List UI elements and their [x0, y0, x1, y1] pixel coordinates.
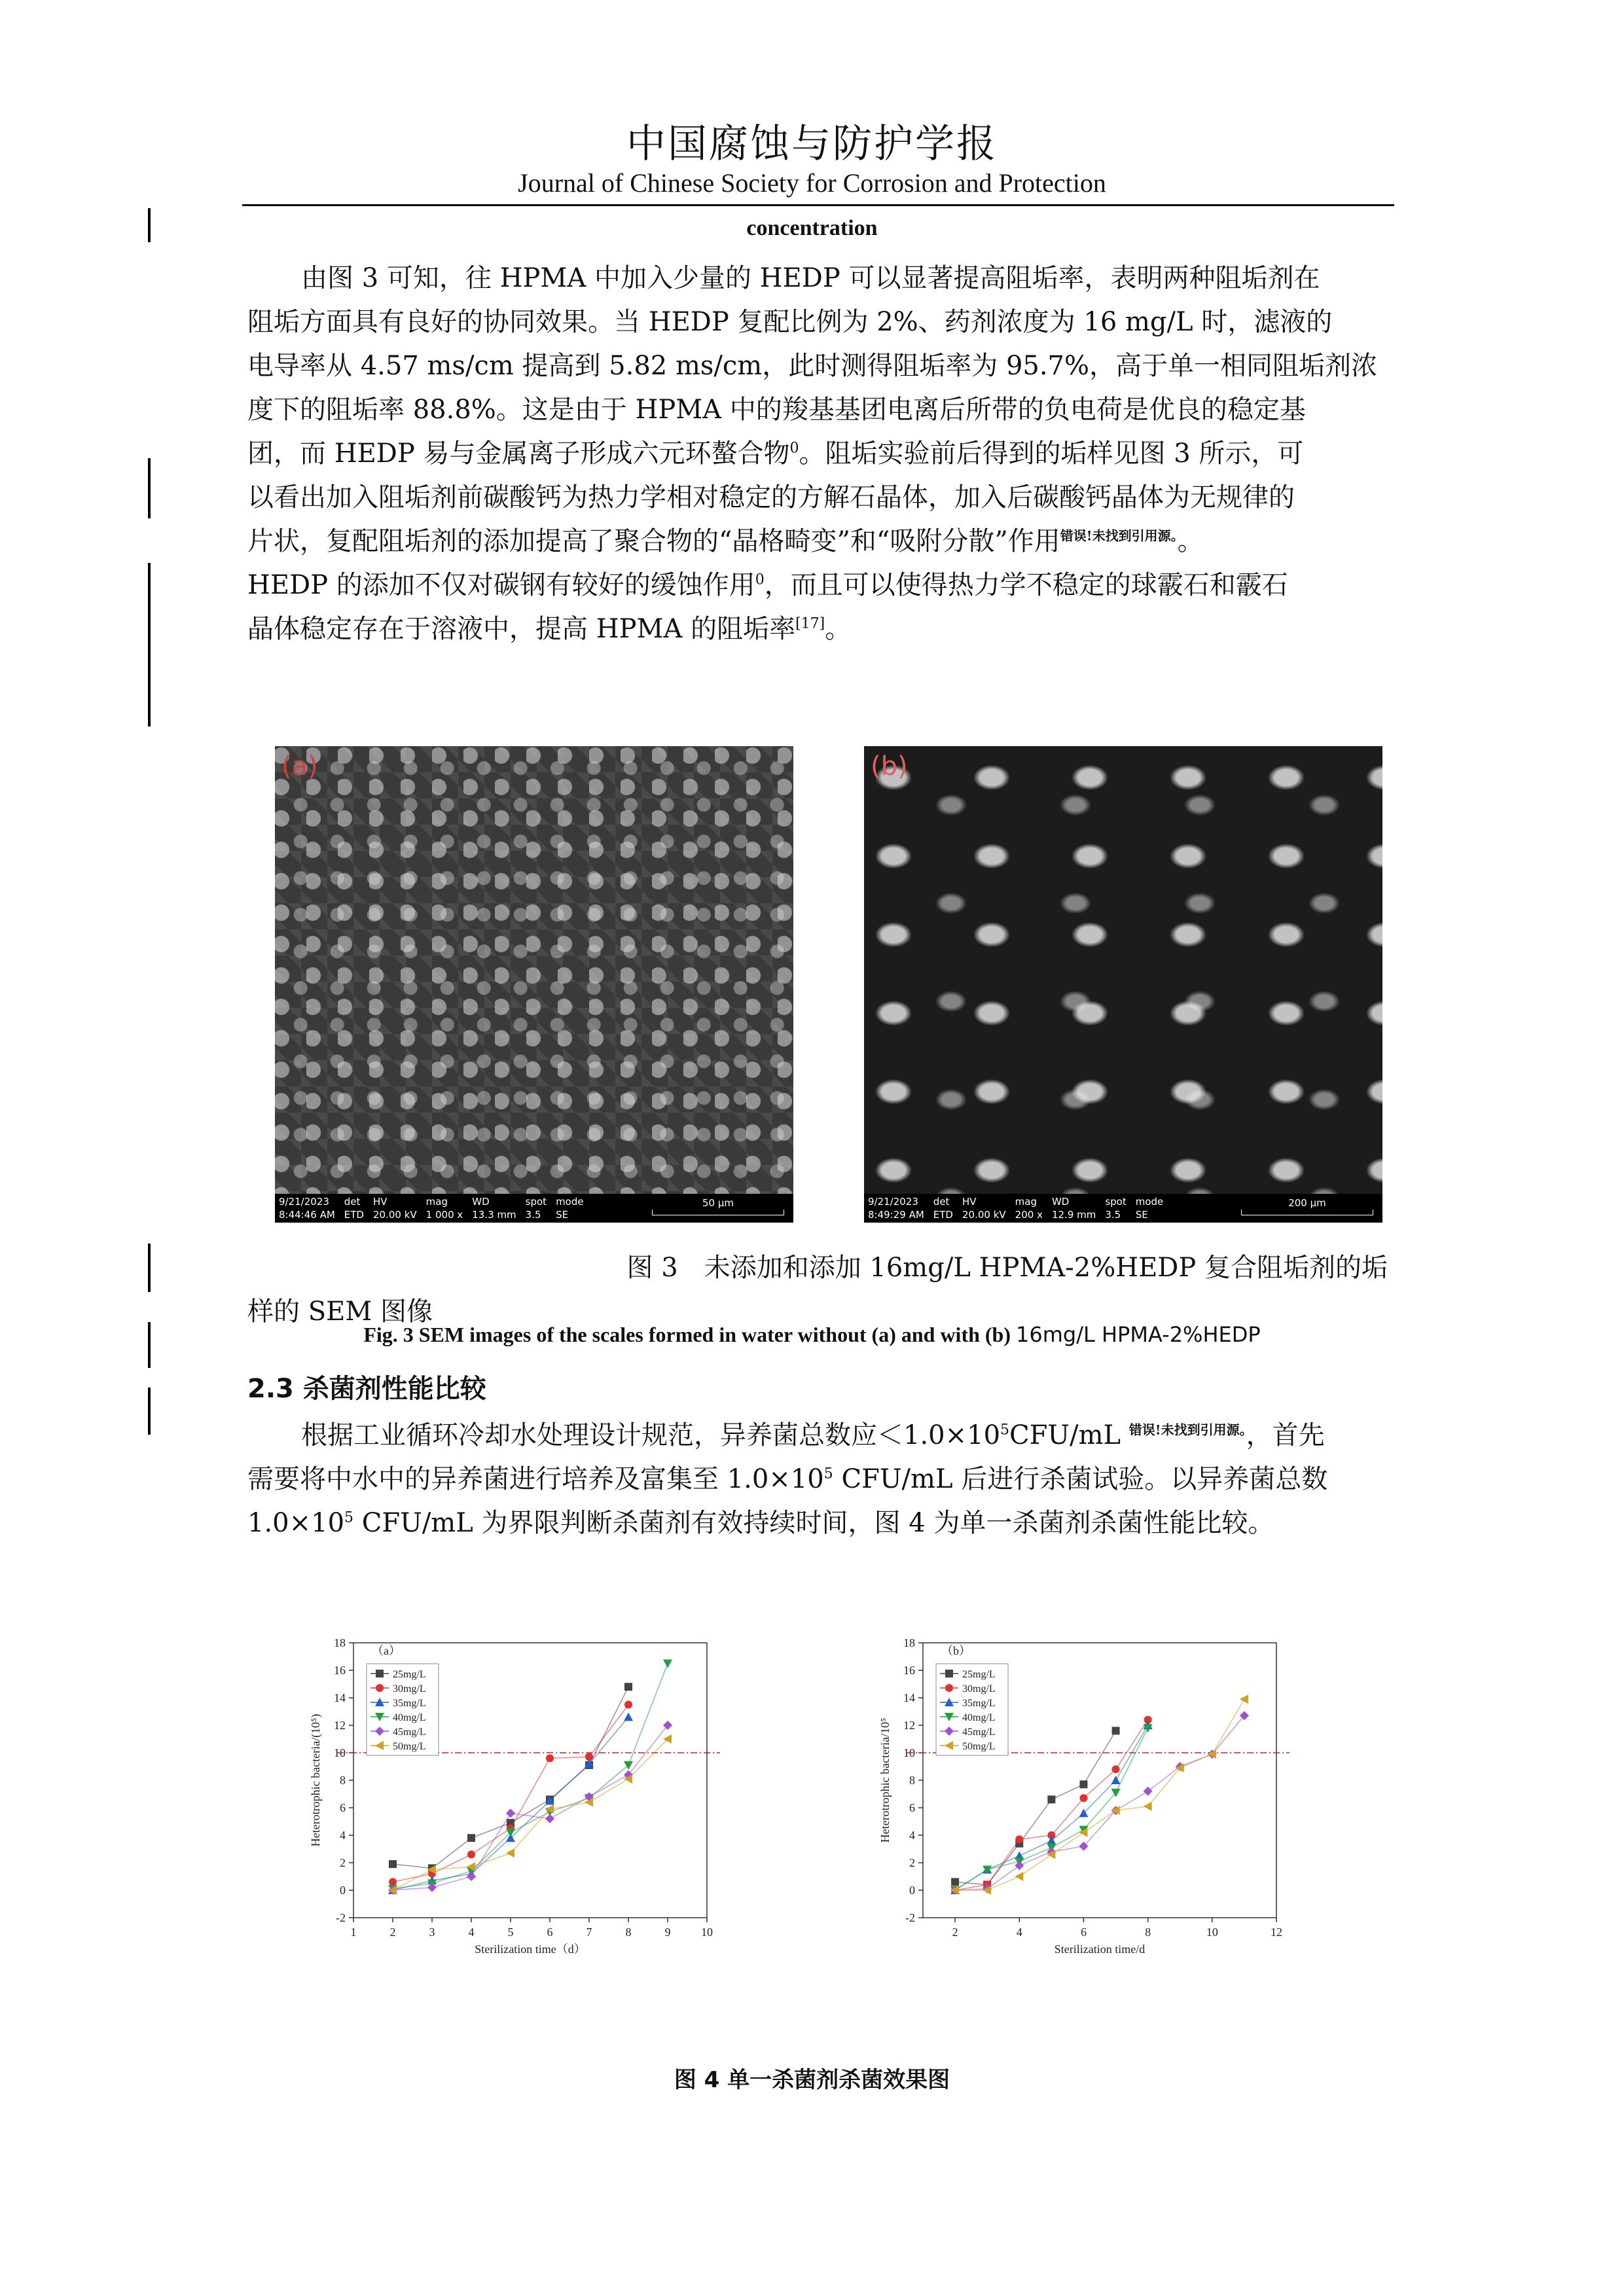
legend-entry: 35mg/L	[393, 1698, 426, 1709]
data-point	[506, 1848, 514, 1857]
legend-entry: 30mg/L	[962, 1683, 996, 1695]
text-line: 电导率从 4.57 ms/cm 提高到 5.82 ms/cm，此时测得阻垢率为 95.7%，高于单一相同阻垢剂浓	[247, 351, 1378, 381]
paragraph-scale-inhibition	[247, 257, 1388, 651]
scale-bar: 200 μm	[1241, 1196, 1373, 1215]
series-50mg/L	[388, 1734, 672, 1895]
y-tick-label: 12	[903, 1719, 915, 1732]
text-line: 需要将中水中的异养菌进行培养及富集至 $1.0\times 10^5$ CFU/mL 后进行杀菌试验。以异养菌总数	[247, 1464, 1328, 1494]
y-tick-label: 18	[903, 1636, 915, 1649]
y-tick-label: 2	[340, 1856, 346, 1869]
legend-entry: 40mg/L	[962, 1712, 996, 1723]
legend-entry: 25mg/L	[393, 1669, 426, 1680]
journal-title-en: Journal of Chinese Society for Corrosion and Protection	[518, 168, 1106, 198]
data-point	[389, 1860, 397, 1868]
revision-bar	[148, 458, 151, 518]
data-point	[1111, 1776, 1121, 1784]
citation-ref[interactable]: 0	[789, 440, 799, 457]
citation-ref[interactable]: 0	[755, 571, 765, 588]
y-tick-label: 4	[909, 1829, 915, 1842]
x-tick-label: 2	[389, 1926, 396, 1939]
legend-entry: 40mg/L	[393, 1712, 426, 1723]
citation-ref[interactable]: [17]	[795, 615, 825, 632]
data-point	[546, 1754, 554, 1762]
panel-label: （a）	[372, 1644, 401, 1657]
legend-entry: 30mg/L	[393, 1683, 426, 1695]
y-axis-label: Heterotrophic bacteria/10⁵	[878, 1717, 892, 1843]
y-tick-label: 16	[903, 1664, 915, 1677]
panel-label: (a)	[281, 751, 318, 781]
x-axis-label: Sterilization time/d	[1054, 1943, 1146, 1956]
citation-error[interactable]: 错误!未找到引用源。	[1128, 1422, 1246, 1438]
data-point	[506, 1808, 515, 1818]
figure-3-caption-cn: 图 3 未添加和添加 16mg/L HPMA-2%HEDP 复合阻垢剂的垢 样的 SEM 图像	[247, 1253, 1388, 1327]
text-line: 以看出加入阻垢剂前碳酸钙为热力学相对稳定的方解石晶体，加入后碳酸钙晶体为无规律的	[247, 482, 1295, 512]
table-caption-fragment: concentration	[746, 216, 878, 240]
revision-bar	[148, 1244, 151, 1292]
y-tick-label: 6	[340, 1801, 346, 1814]
chart-b	[877, 1630, 1322, 1996]
sem-info-bar: 9/21/2023 8:44:46 AM det ETD HV 20.00 kV mag 1 000 x WD 13.3 mm spot 3.5 mode SE 50 μm	[275, 1194, 793, 1223]
legend-entry: 35mg/L	[962, 1698, 996, 1709]
y-tick-label: -2	[336, 1911, 346, 1924]
y-tick-label: 8	[909, 1774, 915, 1787]
y-tick-label: 18	[334, 1636, 346, 1649]
sem-image-b	[864, 746, 1382, 1223]
text-line: 由图 3 可知，往 HPMA 中加入少量的 HEDP 可以显著提高阻垢率，表明两种阻垢剂在	[301, 263, 1320, 293]
text-line: HEDP 的添加不仅对碳钢有较好的缓蚀作用$^0$，而且可以使得热力学不稳定的球霰石和霰石	[247, 570, 1288, 600]
figure-4-caption: 图 4 单一杀菌剂杀菌效果图	[674, 2067, 950, 2093]
data-point	[663, 1660, 672, 1668]
sem-info-bar: 9/21/2023 8:49:29 AM det ETD HV 20.00 kV mag 200 x WD 12.9 mm spot 3.5 mode SE 200 μm	[864, 1194, 1382, 1223]
text-line: 根据工业循环冷却水处理设计规范，异养菌总数应$<1.0\times 10^5CFU/mL$ $^{错误!未找到引用源。}$，首先	[301, 1420, 1325, 1450]
text-line: 团，而 HEDP 易与金属离子形成六元环螯合物$^0$。阻垢实验前后得到的垢样见图 3 所示，可	[247, 439, 1304, 469]
data-point	[951, 1878, 959, 1886]
data-point	[1144, 1787, 1153, 1796]
data-point	[624, 1712, 633, 1721]
y-tick-label: 0	[340, 1884, 346, 1897]
y-tick-label: 16	[334, 1664, 346, 1677]
legend-entry: 45mg/L	[962, 1727, 996, 1738]
legend-entry: 50mg/L	[962, 1741, 996, 1752]
x-tick-label: 1	[350, 1926, 357, 1939]
x-tick-label: 7	[586, 1926, 592, 1939]
data-point	[1047, 1795, 1055, 1803]
revision-bar	[148, 563, 151, 726]
panel-label: (b)	[871, 751, 908, 781]
y-tick-label: 14	[334, 1691, 346, 1704]
legend-entry: 50mg/L	[393, 1741, 426, 1752]
data-point	[1079, 1780, 1087, 1788]
data-point	[1079, 1794, 1087, 1802]
data-point	[545, 1814, 554, 1823]
y-tick-label: 10	[903, 1746, 915, 1759]
x-tick-label: 10	[1206, 1926, 1218, 1939]
legend-marker	[376, 1670, 384, 1677]
legend-entry: 45mg/L	[393, 1727, 426, 1738]
y-tick-label: 0	[909, 1884, 915, 1897]
y-axis-label: Heterotrophic bacteria/(10⁵)	[309, 1713, 322, 1847]
scale-bar: 50 μm	[652, 1196, 784, 1215]
journal-title-cn: 中国腐蚀与防护学报	[626, 121, 998, 167]
text-line: 片状，复配阻垢剂的添加提高了聚合物的“晶格畸变”和“吸附分散”作用$^{错误!未找到引用源。}$。	[247, 526, 1204, 556]
header-rule	[242, 204, 1394, 206]
x-tick-label: 4	[1016, 1926, 1022, 1939]
section-heading: 2.3 杀菌剂性能比较	[247, 1374, 486, 1404]
data-point	[467, 1834, 475, 1842]
text-line: 度下的阻垢率 88.8%。这是由于 HPMA 中的羧基基团电离后所带的负电荷是优良的稳定基	[247, 395, 1306, 425]
text-line: $1.0\times 10^5$ CFU/mL 为界限判断杀菌剂有效持续时间，图 4 为单一杀菌剂杀菌性能比较。	[247, 1508, 1274, 1538]
x-tick-label: 6	[1080, 1926, 1087, 1939]
data-point	[1144, 1802, 1152, 1811]
figure-3-caption-en: Fig. 3 SEM images of the scales formed in water without (a) and with (b) 16mg/L HPMA-2%HEDP	[363, 1322, 1261, 1347]
legend-entry: 25mg/L	[962, 1669, 996, 1680]
citation-error[interactable]: 错误!未找到引用源。	[1060, 528, 1178, 544]
revision-bar	[148, 1388, 151, 1435]
x-tick-label: 8	[625, 1926, 632, 1939]
x-tick-label: 3	[429, 1926, 435, 1939]
x-tick-label: 4	[468, 1926, 475, 1939]
legend	[367, 1664, 439, 1755]
data-point	[624, 1701, 632, 1709]
x-tick-label: 6	[547, 1926, 553, 1939]
legend	[936, 1664, 1008, 1755]
y-tick-label: 6	[909, 1801, 915, 1814]
x-tick-label: 12	[1271, 1926, 1282, 1939]
x-tick-label: 8	[1145, 1926, 1151, 1939]
y-tick-label: -2	[905, 1911, 915, 1924]
y-tick-label: 12	[334, 1719, 346, 1732]
text-line: 晶体稳定存在于溶液中，提高 HPMA 的阻垢率[17]。	[247, 614, 852, 644]
data-point	[1015, 1872, 1023, 1881]
data-point	[467, 1872, 476, 1881]
data-point	[1112, 1765, 1120, 1773]
x-tick-label: 10	[701, 1926, 713, 1939]
y-tick-label: 10	[334, 1746, 346, 1759]
y-tick-label: 2	[909, 1856, 915, 1869]
legend-marker	[945, 1670, 953, 1677]
data-point	[1240, 1695, 1248, 1704]
data-point	[1112, 1727, 1120, 1734]
text-line: 阻垢方面具有良好的协同效果。当 HEDP 复配比例为 2%、药剂浓度为 16 mg/L 时，滤液的	[247, 307, 1333, 337]
panel-label: （b）	[941, 1644, 971, 1657]
legend-marker	[376, 1684, 384, 1692]
y-tick-label: 8	[340, 1774, 346, 1787]
data-point	[467, 1850, 475, 1858]
paragraph-sterilization	[247, 1414, 1388, 1545]
y-tick-label: 14	[903, 1691, 915, 1704]
chart-a	[308, 1630, 753, 1996]
x-axis-label: Sterilization time（d）	[475, 1943, 586, 1956]
x-tick-label: 5	[507, 1926, 514, 1939]
x-tick-label: 2	[952, 1926, 958, 1939]
data-point	[389, 1878, 397, 1886]
y-tick-label: 4	[340, 1829, 346, 1842]
data-point	[624, 1683, 632, 1691]
x-tick-label: 9	[664, 1926, 671, 1939]
data-point	[1015, 1835, 1023, 1843]
sem-image-a	[275, 746, 793, 1223]
legend-marker	[945, 1684, 953, 1692]
